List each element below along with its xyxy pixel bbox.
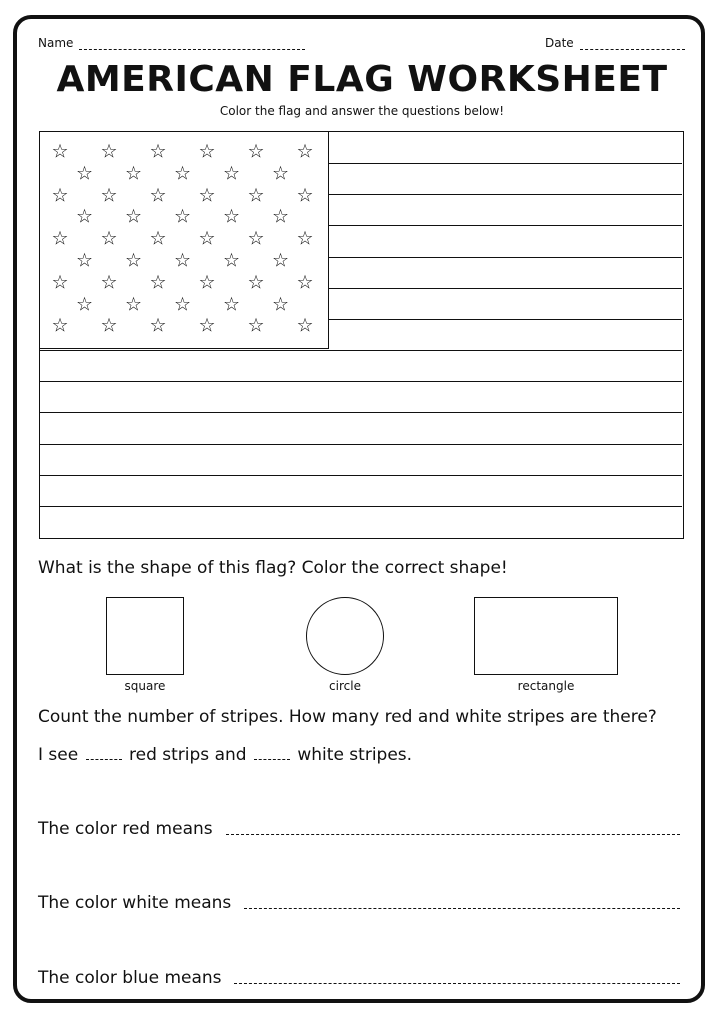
flag-star[interactable]: ☆ (296, 271, 314, 294)
flag-star[interactable]: ☆ (149, 271, 167, 294)
flag-stripe-divider (40, 350, 682, 351)
flag-star[interactable]: ☆ (271, 293, 290, 316)
flag-star[interactable]: ☆ (222, 162, 241, 185)
flag-stripe-divider (40, 381, 682, 382)
flag-star[interactable]: ☆ (100, 271, 118, 294)
flag-star[interactable]: ☆ (247, 140, 265, 163)
flag-star[interactable]: ☆ (247, 314, 265, 337)
flag-star[interactable]: ☆ (100, 184, 118, 207)
answer-part-2: red strips and (129, 745, 247, 765)
flag-star[interactable]: ☆ (247, 271, 265, 294)
flag-star[interactable]: ☆ (222, 293, 241, 316)
square-label: square (124, 679, 166, 693)
flag-stripe-divider (329, 194, 682, 195)
white-meaning-label: The color white means (38, 893, 232, 913)
flag-star[interactable]: ☆ (149, 184, 167, 207)
red-meaning-field[interactable] (226, 834, 680, 835)
flag-stripe-divider (329, 288, 682, 289)
flag-star[interactable]: ☆ (296, 184, 314, 207)
flag-stripe-divider (329, 319, 682, 320)
rectangle-shape[interactable] (474, 597, 618, 675)
question-shape: What is the shape of this flag? Color the correct shape! (38, 558, 508, 578)
question-stripes: Count the number of stripes. How many red and white stripes are there? (38, 707, 657, 727)
flag-stripe-divider (40, 506, 682, 507)
flag-star[interactable]: ☆ (198, 140, 216, 163)
name-label: Name (38, 36, 74, 50)
flag-star[interactable]: ☆ (51, 140, 69, 163)
flag-star[interactable]: ☆ (271, 205, 290, 228)
date-label: Date (545, 36, 574, 50)
answer-part-3: white stripes. (297, 745, 413, 765)
blue-meaning-label: The color blue means (38, 968, 222, 988)
flag-star[interactable]: ☆ (51, 271, 69, 294)
flag-star[interactable]: ☆ (296, 227, 314, 250)
flag-star[interactable]: ☆ (51, 184, 69, 207)
stripes-answer-line (38, 745, 412, 765)
white-count-blank[interactable] (254, 759, 290, 760)
flag-outline[interactable] (39, 131, 684, 539)
flag-star[interactable]: ☆ (198, 227, 216, 250)
flag-star[interactable]: ☆ (296, 140, 314, 163)
flag-star[interactable]: ☆ (296, 314, 314, 337)
flag-star[interactable]: ☆ (51, 314, 69, 337)
flag-stripe-divider (40, 444, 682, 445)
answer-part-1: I see (38, 745, 79, 765)
red-meaning-label: The color red means (38, 819, 213, 839)
flag-star[interactable]: ☆ (271, 249, 290, 272)
red-count-blank[interactable] (86, 759, 122, 760)
flag-stripe-divider (329, 257, 682, 258)
circle-label: circle (329, 679, 361, 693)
flag-star[interactable]: ☆ (75, 293, 94, 316)
flag-star[interactable]: ☆ (173, 205, 192, 228)
flag-star[interactable]: ☆ (149, 227, 167, 250)
flag-star[interactable]: ☆ (173, 293, 192, 316)
flag-stripe-divider (40, 412, 682, 413)
flag-star[interactable]: ☆ (100, 140, 118, 163)
flag-star[interactable]: ☆ (247, 184, 265, 207)
flag-star[interactable]: ☆ (198, 314, 216, 337)
blue-meaning-field[interactable] (234, 983, 680, 984)
white-meaning-field[interactable] (244, 908, 680, 909)
date-field[interactable] (580, 49, 685, 50)
circle-shape[interactable] (306, 597, 384, 675)
flag-star[interactable]: ☆ (124, 162, 143, 185)
flag-star[interactable]: ☆ (75, 162, 94, 185)
flag-star[interactable]: ☆ (100, 227, 118, 250)
flag-star[interactable]: ☆ (51, 227, 69, 250)
flag-star[interactable]: ☆ (271, 162, 290, 185)
flag-star[interactable]: ☆ (222, 249, 241, 272)
flag-star[interactable]: ☆ (222, 205, 241, 228)
flag-star[interactable]: ☆ (124, 293, 143, 316)
flag-star[interactable]: ☆ (124, 205, 143, 228)
flag-stripe-divider (329, 163, 682, 164)
page-title: AMERICAN FLAG WORKSHEET (56, 59, 668, 100)
flag-star[interactable]: ☆ (100, 314, 118, 337)
flag-star[interactable]: ☆ (124, 249, 143, 272)
flag-star[interactable]: ☆ (173, 162, 192, 185)
name-field[interactable] (79, 49, 305, 50)
page-subtitle: Color the flag and answer the questions below! (219, 104, 505, 118)
flag-star[interactable]: ☆ (247, 227, 265, 250)
flag-star[interactable]: ☆ (198, 184, 216, 207)
flag-star[interactable]: ☆ (75, 205, 94, 228)
flag-canton[interactable] (40, 132, 329, 349)
flag-star[interactable]: ☆ (149, 314, 167, 337)
square-shape[interactable] (106, 597, 184, 675)
rectangle-label: rectangle (517, 679, 575, 693)
flag-star[interactable]: ☆ (198, 271, 216, 294)
flag-star[interactable]: ☆ (75, 249, 94, 272)
flag-stripe-divider (329, 225, 682, 226)
flag-stripe-divider (40, 475, 682, 476)
flag-star[interactable]: ☆ (173, 249, 192, 272)
flag-star[interactable]: ☆ (149, 140, 167, 163)
